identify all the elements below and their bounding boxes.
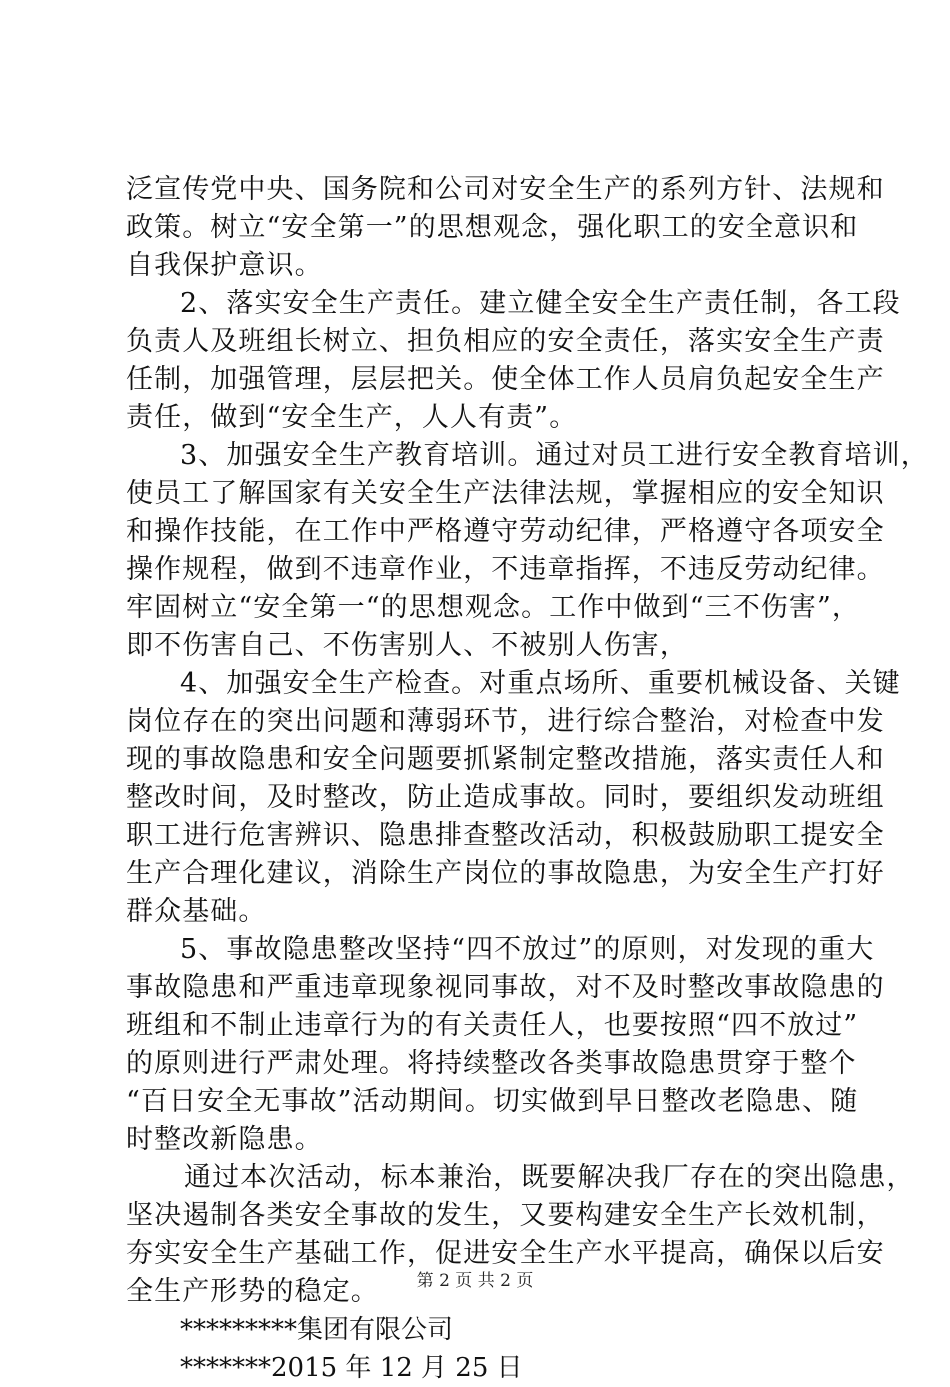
- text-line: 岗位存在的突出问题和薄弱环节，进行综合整治，对检查中发: [126, 706, 885, 737]
- page-footer: 第 2 页 共 2 页: [416, 1271, 534, 1291]
- text-line: 和操作技能，在工作中严格遵守劳动纪律，严格遵守各项安全: [126, 516, 885, 547]
- text-line: 的原则进行严肃处理。将持续整改各类事故隐患贯穿于整个: [126, 1048, 857, 1079]
- text-line: 责任，做到“安全生产，人人有责”。: [126, 402, 578, 433]
- signature-date: *******2015 年 12 月 25 日: [180, 1353, 523, 1383]
- text-line: 群众基础。: [126, 896, 267, 927]
- text-line: 全生产形势的稳定。: [126, 1276, 379, 1307]
- document-body: [126, 171, 929, 1387]
- paragraph-4-line: 4、加强安全生产检查。对重点场所、重要机械设备、关键: [180, 668, 901, 699]
- text-line: 泛宣传党中央、国务院和公司对安全生产的系列方针、法规和: [126, 174, 885, 205]
- text-line: 政策。树立“安全第一”的思想观念，强化职工的安全意识和: [126, 212, 859, 243]
- text-line: 任制，加强管理，层层把关。使全体工作人员肩负起安全生产: [126, 364, 885, 395]
- text-line: 时整改新隐患。: [126, 1124, 323, 1155]
- paragraph-3-line: 3、加强安全生产教育培训。通过对员工进行安全教育培训，: [180, 440, 929, 471]
- text-line: 使员工了解国家有关安全生产法律法规，掌握相应的安全知识: [126, 478, 885, 509]
- text-line: 现的事故隐患和安全问题要抓紧制定整改措施，落实责任人和: [126, 744, 885, 775]
- text-line: 负责人及班组长树立、担负相应的安全责任，落实安全生产责: [126, 326, 885, 357]
- text-line: 职工进行危害辨识、隐患排查整改活动，积极鼓励职工提安全: [126, 820, 885, 851]
- signature-block: [126, 1311, 836, 1387]
- paragraph-2-line: 2、落实安全生产责任。建立健全安全生产责任制，各工段: [180, 288, 901, 319]
- text-line: “百日安全无事故”活动期间。切实做到早日整改老隐患、随: [126, 1086, 859, 1117]
- text-line: 即不伤害自己、不伤害别人、不被别人伤害，: [126, 630, 688, 661]
- text-line: 自我保护意识。: [126, 250, 323, 281]
- text-line: 坚决遏制各类安全事故的发生，又要构建安全生产长效机制，: [126, 1200, 885, 1231]
- conclusion-line: 通过本次活动，标本兼治，既要解决我厂存在的突出隐患，: [184, 1162, 915, 1193]
- text-line: 生产合理化建议，消除生产岗位的事故隐患，为安全生产打好: [126, 858, 885, 889]
- text-line: 牢固树立“安全第一“的思想观念。工作中做到“三不伤害”，: [126, 592, 861, 623]
- text-line: 整改时间，及时整改，防止造成事故。同时，要组织发动班组: [126, 782, 885, 813]
- text-line: 操作规程，做到不违章作业，不违章指挥，不违反劳动纪律。: [126, 554, 885, 585]
- text-line: 事故隐患和严重违章现象视同事故，对不及时整改事故隐患的: [126, 972, 885, 1003]
- text-line: 夯实安全生产基础工作，促进安全生产水平提高，确保以后安: [126, 1238, 885, 1269]
- text-line: 班组和不制止违章行为的有关责任人，也要按照“四不放过”: [126, 1010, 859, 1041]
- paragraph-5-line: 5、事故隐患整改坚持“四不放过”的原则，对发现的重大: [180, 934, 875, 965]
- signature-company: *********集团有限公司: [180, 1315, 454, 1345]
